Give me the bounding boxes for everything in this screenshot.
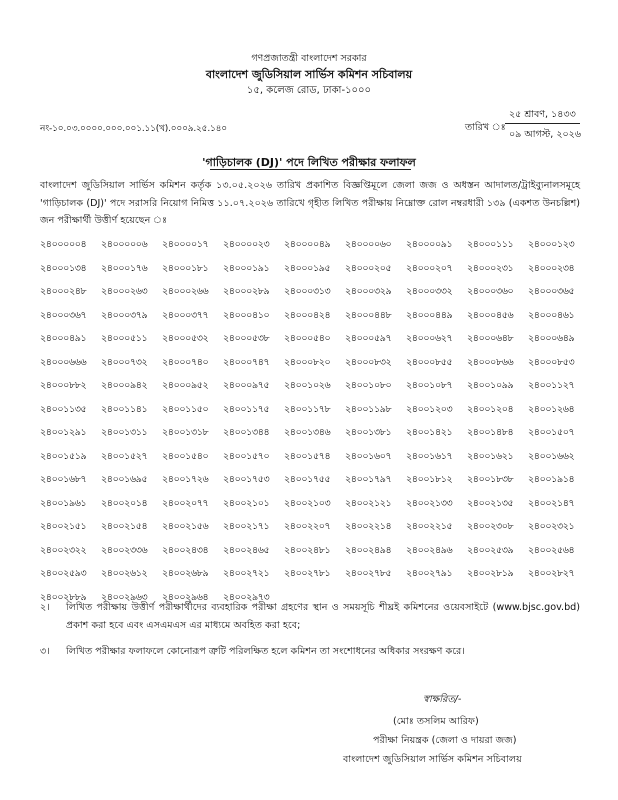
roll-number: ২৪০০০০৯১: [406, 239, 453, 250]
roll-number: ২৪০০০২৬৬: [162, 286, 209, 297]
roll-number: ২৪০০২১২১: [345, 497, 392, 509]
note-3-text: লিখিত পরীক্ষার ফলাফলে কোনোরূপ ত্রুটি পরিলক্ষিত হলে কমিশন তা সংশোধনের অধিকার সংরক্ষণ করে।: [66, 646, 465, 657]
roll-number: ২৪০০০৩৩২: [406, 286, 453, 297]
roll-number-grid: [40, 237, 600, 613]
roll-number: ২৪০০২৪৩৪: [162, 544, 209, 556]
roll-number: ২৪০০১১৯৮: [345, 403, 392, 415]
signatory-name: (মোঃ তসলিম আরিফ): [393, 716, 479, 727]
roll-number: ২৪০০০৫১১: [101, 333, 148, 344]
date-divider: [505, 123, 580, 124]
roll-number: ২৪০০১৫৭৪: [284, 450, 331, 462]
roll-number: ২৪০০১৭২৬: [162, 474, 209, 485]
roll-number: ২৪০০২১০১: [223, 497, 270, 509]
roll-number: ২৪০০২৮৮৯: [40, 591, 87, 603]
roll-number: ২৪০০১৬১৭: [406, 450, 453, 462]
roll-number: ২৪০০০৪৫৬: [467, 309, 514, 321]
roll-number: ২৪০০১৬৬২: [528, 450, 575, 462]
office-name: বাংলাদেশ জুডিসিয়াল সার্ভিস কমিশন সচিবালয়: [205, 68, 413, 81]
roll-number: ২৪০০০০০৬: [101, 239, 148, 250]
roll-number: ২৪০০০৩২৯: [345, 286, 392, 297]
roll-number: ২৪০০১৫৭০: [223, 450, 270, 462]
roll-number: ২৪০০১৩৪৬: [284, 427, 331, 438]
roll-number: ২৪০০০৩৭৭: [162, 309, 209, 321]
roll-number: ২৪০০২৩২১: [528, 521, 575, 532]
roll-number: ২৪০০১১৭৮: [284, 403, 331, 415]
roll-number: ২৪০০২৯৬৪: [162, 591, 209, 603]
roll-number: ২৪০০২১৪৭: [528, 497, 575, 509]
roll-number: ২৪০০১৩৮১: [345, 427, 392, 438]
note-2-number: ২।: [40, 602, 50, 613]
roll-number: ২৪০০১০৮৭: [406, 380, 453, 391]
roll-number: ২৪০০২৩৩৬: [101, 544, 148, 556]
roll-number: ২৪০০২১৫৬: [162, 521, 209, 532]
roll-number: ২৪০০১২০৪: [467, 403, 514, 415]
roll-number: ২৪০০২৬৮৯: [162, 568, 209, 579]
roll-number: ২৪০০০৪১০: [223, 309, 270, 321]
roll-number: ২৪০০২০৭৭: [162, 497, 209, 509]
roll-number: ২৪০০০৬৬৬: [40, 356, 87, 368]
roll-number: ২৪০০১০২৬: [284, 380, 331, 391]
roll-number: ২৪০০২১৩৩: [406, 497, 453, 509]
roll-number: ২৪০০২৩০৮: [467, 521, 514, 532]
roll-number: ২৪০০১০৯৯: [467, 380, 514, 391]
roll-number: ২৪০০০৪৬১: [528, 309, 575, 321]
roll-number: ২৪০০১১২৭: [528, 380, 575, 391]
roll-number: ২৪০০২৩২২: [40, 544, 87, 556]
roll-number: ২৪০০০৮২০: [284, 356, 331, 368]
government-name: গণপ্রজাতন্ত্রী বাংলাদেশ সরকার: [251, 53, 367, 64]
roll-number: ২৪০০২১৭১: [223, 521, 270, 532]
roll-number: ২৪০০১০৮০: [345, 380, 392, 391]
roll-number: ২৪০০০৩৬৭: [40, 309, 87, 321]
memo-number: নং-১০.০৩.০০০০.০০০.০০১.১১(খ).০০০৯.২৫.১৪০: [40, 124, 227, 134]
roll-number: ২৪০০০৪৪৯: [406, 309, 453, 321]
roll-number: ২৪০০২৫৬৪: [528, 544, 575, 556]
roll-number: ২৪০০২২১৫: [406, 521, 453, 532]
roll-number: ২৪০০২৮২৭: [528, 568, 575, 579]
roll-number: ২৪০০০৩৬৫: [528, 286, 575, 297]
roll-number: ২৪০০১২০৩: [406, 403, 453, 415]
office-address: ১৫, কলেজ রোড, ঢাকা-১০০০: [246, 85, 372, 96]
note-3-number: ৩।: [40, 646, 50, 657]
roll-number: ২৪০০২০১৪: [101, 497, 148, 509]
roll-number: ২৪০০০৫৩৮: [223, 333, 270, 344]
roll-number: ২৪০০২১৫১: [40, 521, 87, 532]
roll-number: ২৪০০১৬৯৫: [101, 474, 148, 485]
roll-number: ২৪০০০১১১: [467, 239, 514, 250]
roll-number: ২৪০০১৩৪৪: [223, 427, 270, 438]
roll-number: ২৪০০২১৩৫: [467, 497, 514, 509]
roll-number: ২৪০০০৯৪২: [101, 380, 148, 391]
roll-number: ২৪০০১১৪১: [101, 403, 148, 415]
roll-number: ২৪০০১৭৯৭: [345, 474, 392, 485]
roll-number: ২৪০০১১৭৫: [223, 403, 270, 415]
roll-number: ২৪০০১৩১৮: [162, 427, 209, 438]
roll-number: ২৪০০০০২৩: [223, 239, 270, 250]
roll-number: ২৪০০২৬১২: [101, 568, 148, 579]
roll-number: ২৪০০২১৫৪: [101, 521, 148, 532]
roll-number: ২৪০০০৪২৪: [284, 309, 331, 321]
roll-number: ২৪০০২৪৬৫: [223, 544, 270, 556]
roll-number: ২৪০০১৯৬১: [40, 497, 87, 509]
roll-number: ২৪০০০১৩৪: [40, 262, 87, 274]
roll-number: ২৪০০২২১৪: [345, 521, 392, 532]
note-2-text: লিখিত পরীক্ষায় উত্তীর্ণ পরীক্ষার্থীদের ব্যবহারিক পরীক্ষা গ্রহণের স্থান ও সময়সূচি শীঘ্রই কমিশনের ওয়েবসাইটে (www.bjsc.gov.bd) প্রকাশ করা হবে এবং এসএমএস এর মাধ্যমে অবহিত করা হবে;: [66, 602, 580, 631]
roll-number: ২৪০০০১৯৫: [284, 262, 331, 274]
roll-number: ২৪০০১৬০৭: [345, 450, 392, 462]
roll-number: ২৪০০২৭৮১: [284, 568, 331, 579]
roll-number: ২৪০০০১৮১: [162, 262, 209, 274]
roll-number: ২৪০০০৯৭৫: [223, 380, 270, 391]
roll-number: ২৪০০১৬২১: [467, 450, 514, 462]
title-underline: [210, 169, 411, 170]
roll-number: ২৪০০১২৬৪: [528, 403, 575, 415]
roll-number: ২৪০০১৯১৪: [528, 474, 575, 485]
intro-paragraph: বাংলাদেশ জুডিসিয়াল সার্ভিস কমিশন কর্তৃক ১৩.০৫.২০২৬ তারিখ প্রকাশিত বিজ্ঞপ্তিমূলে জেলা জজ ও অধস্তন আদালত/ট্রাইব্যুনালসমূহে 'গাড়িচালক (DJ)' পদে সরাসরি নিয়োগ নিমিত্ত ১১.০৭.২০২৬ তারিখে গৃহীত লিখিত পরীক্ষায় নিম্নোক্ত রোল নম্বরধারী ১৩৯ (একশত উনচল্লিশ) জন পরীক্ষার্থী উত্তীর্ণ হয়েছেন ঃ: [40, 180, 580, 226]
roll-number: ২৪০০০১২৩: [528, 239, 575, 250]
roll-number: ২৪০০০৮৫৫: [406, 356, 453, 368]
roll-number: ২৪০০০৮৬৬: [467, 356, 514, 368]
roll-number: ২৪০০০১৯১: [223, 262, 270, 274]
date-label: তারিখ ঃ: [465, 122, 506, 133]
roll-number: ২৪০০০৩৬০: [467, 286, 514, 297]
roll-number: ২৪০০০৫৪০: [284, 333, 331, 344]
roll-number: ২৪০০০৫৩২: [162, 333, 209, 344]
roll-number: ২৪০০০০০৪: [40, 239, 87, 250]
roll-number: ২৪০০২৯৭৩: [223, 591, 270, 603]
roll-number: ২৪০০০৮৩২: [345, 356, 392, 368]
roll-number: ২৪০০০৮৫৩: [528, 356, 575, 368]
roll-number: ২৪০০০৪৪৮: [345, 309, 392, 321]
roll-number: ২৪০০২২০৭: [284, 521, 331, 532]
result-title: 'গাড়িচালক (DJ)' পদে লিখিত পরীক্ষার ফলাফল: [202, 156, 416, 169]
roll-number: ২৪০০১১৩৫: [40, 403, 87, 415]
roll-number: ২৪০০১৪২১: [406, 427, 453, 438]
roll-number: ২৪০০০৪৯১: [40, 333, 87, 344]
roll-number: ২৪০০০৭৪৭: [223, 356, 270, 368]
roll-number: ২৪০০২৭৮৫: [345, 568, 392, 579]
roll-number: ২৪০০০০১৭: [162, 239, 209, 250]
roll-number: ২৪০০২৪৯৬: [406, 544, 453, 556]
roll-number: ২৪০০২৯৬৩: [101, 591, 148, 603]
roll-number: ২৪০০২৪৯৪: [345, 544, 392, 556]
roll-number: ২৪০০১৮৩৮: [467, 474, 514, 485]
roll-number: ২৪০০০২৩৪: [528, 262, 575, 274]
roll-number: ২৪০০০২৩১: [467, 262, 514, 274]
date-bangla: ২৫ শ্রাবণ, ১৪৩৩: [509, 109, 576, 120]
signatory-office: বাংলাদেশ জুডিসিয়াল সার্ভিস কমিশন সচিবালয়: [343, 754, 522, 765]
roll-number: ২৪০০১১৫০: [162, 403, 209, 415]
roll-number: ২৪০০০৬৪৮: [467, 333, 514, 344]
roll-number: ২৪০০০৬২৭: [406, 333, 453, 344]
roll-number: ২৪০০১৫০৭: [528, 427, 575, 438]
roll-number: ২৪০০২৭৯১: [406, 568, 453, 579]
roll-number: ২৪০০১৪৮৪: [467, 427, 514, 438]
roll-number: ২৪০০১২৯১: [40, 427, 87, 438]
signatory-designation: পরীক্ষা নিয়ন্ত্রক (জেলা ও দায়রা জজ): [373, 735, 517, 746]
roll-number: ২৪০০০০৬০: [345, 239, 392, 250]
roll-number: ২৪০০২৫৯৩: [40, 568, 87, 579]
roll-number: ২৪০০১৬৮৭: [40, 474, 87, 485]
roll-number: ২৪০০১৭৫৩: [223, 474, 270, 485]
signature-signed: স্বাক্ষরিত/-: [423, 694, 462, 705]
roll-number: ২৪০০২৪৮১: [284, 544, 331, 556]
roll-number: ২৪০০০২৪৮: [40, 286, 87, 297]
roll-number: ২৪০০০৩৭৯: [101, 309, 148, 321]
roll-number: ২৪০০১৫৪০: [162, 450, 209, 462]
roll-number: ২৪০০০৯৫২: [162, 380, 209, 391]
roll-number: ২৪০০২৮১৯: [467, 568, 514, 579]
roll-number: ২৪০০০৭৩২: [101, 356, 148, 368]
roll-number: ২৪০০২১০৩: [284, 497, 331, 509]
roll-number: ২৪০০২৫৩৯: [467, 544, 514, 556]
roll-number: ২৪০০০৭৪০: [162, 356, 209, 368]
roll-number: ২৪০০২৭২১: [223, 568, 270, 579]
roll-number: ২৪০০০২০৫: [345, 262, 392, 274]
roll-number: ২৪০০০১৭৬: [101, 262, 148, 274]
roll-number: ২৪০০১৮১২: [406, 474, 453, 485]
roll-number: ২৪০০০০৪৯: [284, 239, 331, 250]
date-english: ০৯ আগস্ট, ২০২৬: [509, 129, 582, 140]
roll-number: ২৪০০০৩১৩: [284, 286, 331, 297]
roll-number: ২৪০০০৫৯৭: [345, 333, 392, 344]
roll-number: ২৪০০১৫১৯: [40, 450, 87, 462]
roll-number: ২৪০০১৩১১: [101, 427, 148, 438]
roll-number: ২৪০০১৭৫৫: [284, 474, 331, 485]
roll-number: ২৪০০০৮৮২: [40, 380, 87, 391]
roll-number: ২৪০০০২৬৩: [101, 286, 148, 297]
roll-number: ২৪০০০২০৭: [406, 262, 453, 274]
roll-number: ২৪০০০৬৪৯: [528, 333, 575, 344]
roll-number: ২৪০০০২৮৯: [223, 286, 270, 297]
roll-number: ২৪০০১৫২৭: [101, 450, 148, 462]
